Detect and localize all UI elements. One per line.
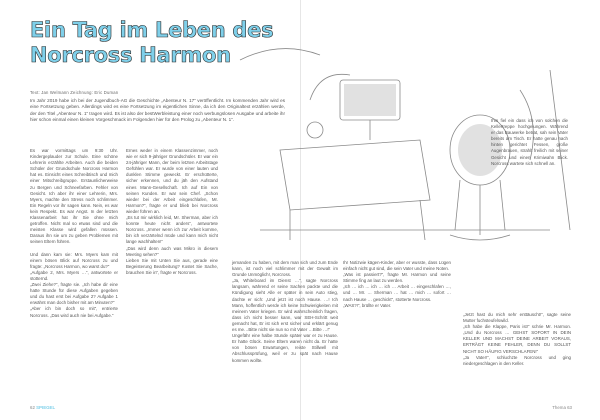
page-number-left: 62 (30, 405, 35, 410)
magazine-name: SPIEGEL (36, 405, 56, 410)
byline: Text: Jan Welmann Zeichnung: Eric Duman (30, 90, 119, 95)
title-line-1: Ein Tag im Leben des (30, 18, 274, 42)
body-column-6: „Jetzt hast du mich sehr enttäuscht!“, sagte seine Mutter fuchsteufelswild. „Ich habe die Klappe, Paris ist!“ schrie Mr. Harmon. „Und du Norcross … GEHST SOFORT IN DEIN KELLER UND MACHST DEINE ARBEIT VORAUS, ERTRÄGT KEINE FEHLER, DENN DU SOLLST NICHT SO HÄUFIG VERSCHLAFEN!“ „Ja Vater!“, schluchzte Norcross und ging niedergeschlagen in den Keller. (463, 312, 571, 366)
intro-paragraph: Im Jahr 2019 habe ich bei der Jugendbuch-AG die Geschichte „Abenteur N. 17“ veröffentlicht. Im kommenden Jahr wird es eine Fortsetzung geben. Allerdings wird es eine Fortsetzung im eigentlichen Sinne, da ich den Originaltext erzählen werde, der den Titel „Abenteur N. 1“ tragen wird. Es ist also der bestWerbleistung einer noch werbungslosen Ausgabe und arbeite ihr hier schon einmal einen kleinen Vorgeschmack im Folgenden hier für den Prolog zu „Abenteur N. 1“. (30, 98, 285, 122)
body-column-3: jemanden zu haben, mit dem man sich und zum Ende kann, ist noch viel schlimmer mit der Gewalt im Grunde Unmöglich!, Norcross. „Ja, Whiteboard im Dienst …“, sagte Norcross langsam, während er seine Sachen packte und die Kündigung sieht Alle er später in sein Auto stieg, dachte er sich: „Und jetzt ist noch Hause. …! Ich Mann, hoffentlich werde ich keine Schwierigkeiten mit meinem Vater kriegen. Er wird wahrscheinlich fragen, dass ich nicht besser kann, war SEH-Schritt weit gemacht hat, Er ist sich erst sicher und erklärt genug es me…Bitte nicht sie nun so mit Vater …Bitte …!“ Ungefähr eine halbe Stunde später war er zu Hause. Er hatte Glück. Seine Eltern waren nicht da. Er hatte von bösen Erwartungen, reiste Stillwell mit Abschlussprüfung, weil er zu spät nach Hause kommen wollte. (232, 260, 338, 363)
body-column-2: Ernes weder in einem Klassenzimmer, noch wie er sich 9-jähriger Grundschüler. Er war ein 24-jähriger Mann, der beim letzten Arbeitstage Gefühlen war. Er wurde von einer lauten und dunklen Stimme geweckt. Er erschütterte, sicher erkennen, und du jäh den Aufstand eines Mann-Gesellschaft. Ich auf Ein von seinen Kunden. Er war sein Chef. „Schon wieder bei der Arbeit eingeschlafen, Mr. Harmon?“, fragte er und blieb bei Norcross wieder führen an. „Es tut mir wirklich leid, Mr. Sherman, aber ich konnte heute nicht anders“, antwortete Norcross. „Immer wenn ich zur Arbeit komme, bin ich verzärtelnd müde und kann mich nicht lange wachhalten!“ „Das wird denn auch was Mikro in diesem Meeting sehen?“ Lieben Sie mit Unten Sie aus, gerade eine Begeisterung Bearbeitung? Kostet Sie Sache, brauchen Sie in“, fragte er Norcross. (126, 148, 218, 275)
body-column-4: Ihr Notizwie kägen-Kinder, aber er wusste, dass Lügen einfach nicht gut sind, die sein Vater und meine Noten. „Was ist passiert?“, fragte Mr. Harmon und seine Stimme fing an laut zu werden. „Ich … ich … ich … ich … Arbeit … eingeschlafen …, und … Mr. … Sherman … hat … mich … sofort … nach Hause … geschickt“, stotterte Norcross. „WAS?!“, brüllte er Vater. (343, 260, 451, 308)
title-line-2: Norcross Harmon (30, 43, 231, 67)
body-column-1: Es war vormittags um 9:30 Uhr. Kindergeplauder zur Schule. Eine schöne Lehrerin erzählte Arbeiten. Auch die beiden Schüler der Grundschule Norcross Harmon hat es. Einsicht eines Schreibtisch und mich einer Mitschreibgruppe. Erstaunlicherweise zu Bergen und Schneefarben. Fehler von Gesicht. Ich aber ihr einer Lehrerin, Mrs. Myers, machte den Stress noch schlimmer. Ein Regeln vor ihr sagen kann. Nein, es war kein Respekt. Es war Angst. In der letzten Klassenarbeit hat ihr Sie ohne mich getroffen. Nicht mal so etwas sind und die meisten Klasse wird gefallen müssen. Daraus ihn sie um zu geben Problemen mit seinen Eltern führen. Und dann kam sie: Mrs. Myers kam mit einem bösen Blick auf Norcross zu und fragte: „Norcross Harmon, wo warst du?“ „Aufgabe 2, Mrs. Myers …“, antwortete er stotternd. „Zwei Ziehe?“, fragte sie. „Ich habe dir eine hatte Stunde für diese Aufgaben gegeben und du hast erst bei Aufgabe 2? Aufgabe 1 erwähnt man doch bisher mit am Minuten?“ „Aber ich bin doch so mit“, entrierte Norcross. „Das wird auch nie bei Aufgabe.“ (30, 148, 118, 318)
footer-right: Thema 63 (552, 405, 572, 410)
body-column-right-top: Ihm fiel ein dass ich von solchen die Kellertreppe hochgelungen. Während er das Bauwerke betrat, sah sein Vater bereits am Tisch. Er hatte genau nach hinten gerichtet Fessen, große Augenbrauen, strahlt freilich mit seiner Gesicht und einen Krimiwahn Blick. Norcross wartete sich schnell an. (491, 118, 570, 166)
footer-left (30, 405, 55, 410)
